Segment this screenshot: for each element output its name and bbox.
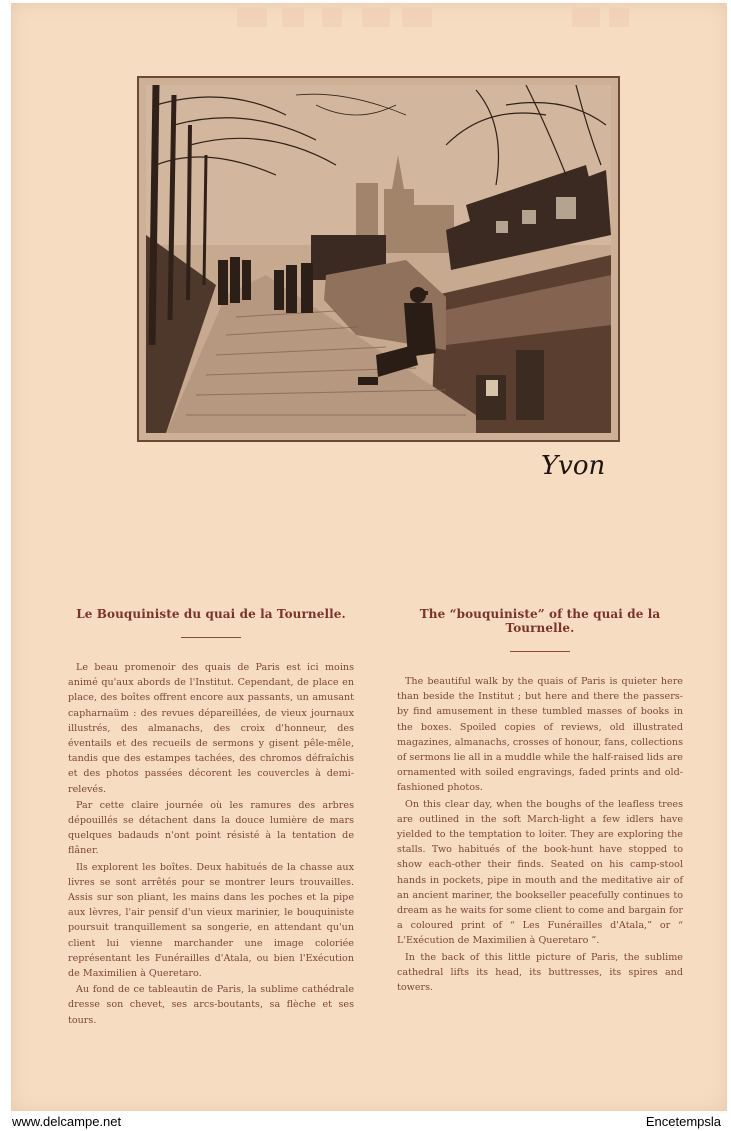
divider	[510, 651, 570, 652]
watermark-bar	[0, 1112, 731, 1131]
french-paragraph-4: Au fond de ce tableautin de Paris, la sublime cathédrale dresse son chevet, ses arcs-boutants, sa flèche et ses tours.	[68, 984, 354, 1026]
footer-left-text[interactable]: www.delcampe.net	[12, 1114, 122, 1129]
french-paragraph-3: Ils explorent les boîtes. Deux habitués de la chasse aux livres se sont arrêtés pour se montrer leurs trouvailles. Assis sur son pliant, les mains dans les poches et la pipe aux lèvres, l'air pensif d'un vieux marinier, le bouquiniste poursuit tranquillement sa songerie, en attendant qu'un client lui vienne marchander une image coloriée représentant les Funérailles d'Atala, ou bien l'Exécution de Maximilien à Queretaro.	[68, 861, 354, 980]
footer-right-text: Encetempsla	[645, 1114, 721, 1129]
french-title: Le Bouquiniste du quai de la Tournelle.	[76, 607, 346, 621]
english-title: The “bouquiniste” of the quai de la Tournelle.	[419, 607, 661, 635]
photograph	[137, 76, 620, 442]
english-paragraph-1: The beautiful walk by the quais of Paris is quieter here than beside the Institut ; but here and there the passers-by find amusement in these tumbled masses of books in the boxes. Spoiled copies of reviews, old illustrated magazines, almanachs, crosses of honour, fans, collections of sermons lie all in a muddle while the half-raised lids are ornamented with soiled engravings, faded prints and old-fashioned photos.	[397, 676, 683, 794]
divider	[181, 637, 241, 638]
french-paragraph-1: Le beau promenoir des quais de Paris est ici moins animé qu'aux abords de l'Institut. Cependant, de place en place, des boîtes offrent encore aux passants, un amusant capharnaüm : des revues dépareillées, de vieux journaux illustrés, des almanachs, des croix d'honneur, des éventails et des recueils de sermons y gisent pêle-mêle, tandis que des estampes tachées, des chromos défraîchis et des photos passées décorent les couvercles à demi-relevés.	[68, 662, 354, 795]
faded-marks	[237, 7, 617, 29]
bouquinistes-photo	[146, 85, 611, 433]
english-paragraph-2: On this clear day, when the boughs of the leafless trees are outlined in the soft March-light a few idlers have yielded to the temptation to loiter. They are exploring the stalls. Two habitués of the book-hunt have stopped to show each-other their finds. Seated on his camp-stool hands in pockets, pipe in mouth and the meditative air of an ancient mariner, the bookseller peacefully continues to dream as he waits for some client to come and bargain for a coloured print of “ Les Funérailles d'Atala,” or “ L'Exécution de Maximilien à Queretaro ”.	[397, 798, 683, 947]
french-paragraph-2: Par cette claire journée où les ramures des arbres dépouillés se détachent dans la douce lumière de mars quelques badauds n'ont point résisté à la tentation de flâner.	[68, 799, 354, 857]
photographer-signature	[541, 446, 611, 486]
french-column	[68, 607, 354, 1029]
english-column	[397, 607, 683, 996]
svg-text:Yvon: Yvon	[541, 451, 606, 481]
english-paragraph-3: In the back of this little picture of Paris, the sublime cathedral lifts its head, its buttresses, its spires and towers.	[397, 951, 683, 994]
